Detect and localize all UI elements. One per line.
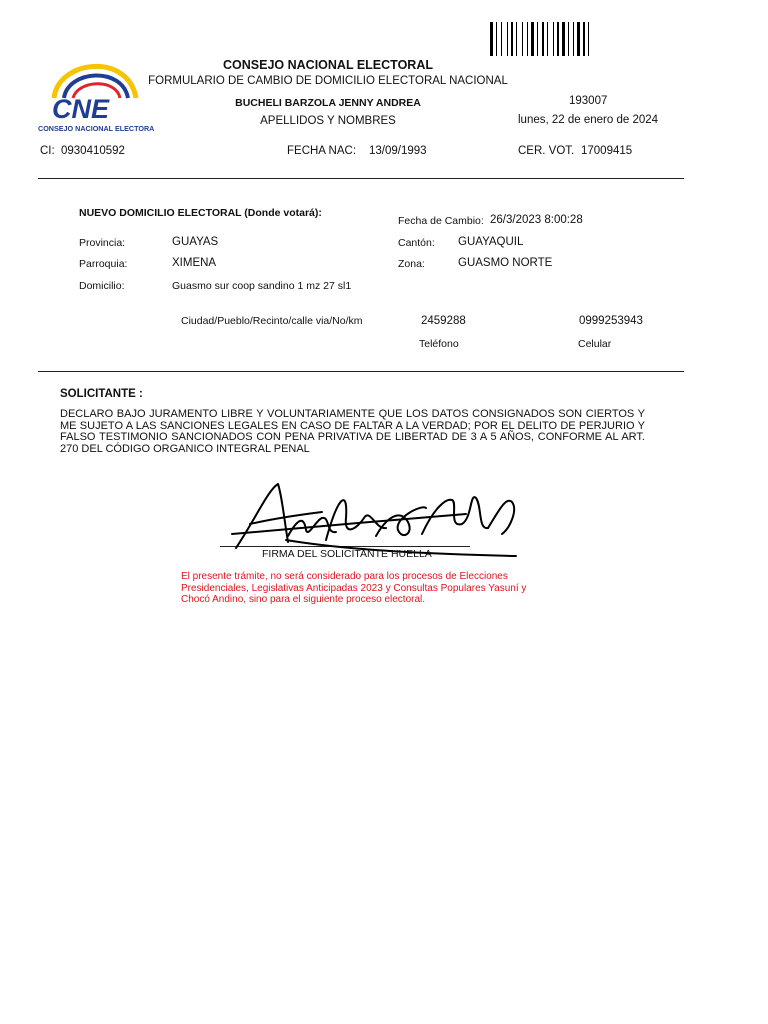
form-number: 193007 <box>569 95 608 107</box>
barcode-bar <box>542 22 544 56</box>
cne-logo-mark <box>36 54 154 134</box>
phone-value: 2459288 <box>421 315 466 327</box>
barcode-bar <box>577 22 580 56</box>
barcode-bar <box>557 22 559 56</box>
ci-label: CI: <box>40 145 55 157</box>
change-date-value: 26/3/2023 8:00:28 <box>490 214 583 226</box>
section-divider <box>38 178 684 179</box>
canton-label: Cantón: <box>398 237 435 249</box>
applicant-signature <box>226 478 526 558</box>
logo-wordmark: CNE <box>52 94 110 124</box>
voting-cert-value: 17009415 <box>581 145 633 157</box>
barcode-bar <box>547 22 548 56</box>
address-label: Domicilio: <box>79 280 125 292</box>
barcode-bar <box>583 22 585 56</box>
barcode-bar <box>588 22 589 56</box>
legal-notice: El presente trámite, no será considerado para los procesos de Elecciones Presidenciales, Legislativas Anticipadas 2023 y Consultas Populares Yasuní y Chocó Andino, sino para el siguiente proceso electoral. <box>181 571 527 605</box>
barcode-bar <box>527 22 528 56</box>
barcode-bar <box>507 22 508 56</box>
barcode-bar <box>537 22 538 56</box>
address-value: Guasmo sur coop sandino 1 mz 27 sl1 <box>172 280 352 292</box>
voting-cert-label: CER. VOT. <box>518 145 575 157</box>
barcode-bar <box>553 22 554 56</box>
barcode-bar <box>562 22 565 56</box>
barcode-bar <box>501 22 502 56</box>
document-date: lunes, 22 de enero de 2024 <box>518 114 659 126</box>
parish-label: Parroquia: <box>79 258 128 270</box>
phone-caption: Teléfono <box>419 338 459 350</box>
mobile-value: 0999253943 <box>579 315 643 327</box>
ci-value: 0930410592 <box>61 145 125 157</box>
domicile-heading: NUEVO DOMICILIO ELECTORAL (Donde votará): <box>79 207 322 219</box>
barcode-bar <box>573 22 574 56</box>
zone-value: GUASMO NORTE <box>458 257 553 269</box>
barcode-bar <box>522 22 523 56</box>
birth-date-label: FECHA NAC: <box>287 145 357 157</box>
barcode-bar <box>511 22 513 56</box>
form-title: FORMULARIO DE CAMBIO DE DOMICILIO ELECTORAL NACIONAL <box>148 75 508 87</box>
full-name: BUCHELI BARZOLA JENNY ANDREA <box>235 97 421 109</box>
org-name: CONSEJO NACIONAL ELECTORAL <box>223 58 433 72</box>
address-caption: Ciudad/Pueblo/Recinto/calle via/No/km <box>181 315 363 327</box>
section-divider <box>38 371 684 372</box>
zone-label: Zona: <box>398 258 425 270</box>
logo-caption: CONSEJO NACIONAL ELECTORAL <box>38 124 154 133</box>
barcode-bar <box>490 22 493 56</box>
change-date-label: Fecha de Cambio: <box>398 215 484 227</box>
barcode <box>490 22 676 56</box>
province-label: Provincia: <box>79 237 126 249</box>
birth-date-value: 13/09/1993 <box>369 145 427 157</box>
cne-logo <box>36 54 154 134</box>
sworn-declaration: DECLARO BAJO JURAMENTO LIBRE Y VOLUNTARIAMENTE QUE LOS DATOS CONSIGNADOS SON CIERTOS Y ME SUJETO A LAS SANCIONES LEGALES EN CASO DE FALTAR A LA VERDAD; POR EL DELITO DE PERJURIO Y FALSO TESTIMONIO SANCIONADOS CON PENA PRIVATIVA DE LIBERTAD DE 3 A 5 AÑOS, CONFORME AL ART. 270 DEL CÓDIGO ORGANICO INTEGRAL PENAL <box>60 408 645 455</box>
barcode-bar <box>496 22 497 56</box>
barcode-bar <box>531 22 534 56</box>
mobile-caption: Celular <box>578 338 612 350</box>
barcode-bar <box>568 22 569 56</box>
province-value: GUAYAS <box>172 236 219 248</box>
canton-value: GUAYAQUIL <box>458 236 524 248</box>
parish-value: XIMENA <box>172 257 217 269</box>
signature-caption: FIRMA DEL SOLICITANTE HUELLA <box>262 548 432 560</box>
name-caption: APELLIDOS Y NOMBRES <box>260 115 396 127</box>
applicant-heading: SOLICITANTE : <box>60 388 143 400</box>
barcode-bar <box>516 22 517 56</box>
